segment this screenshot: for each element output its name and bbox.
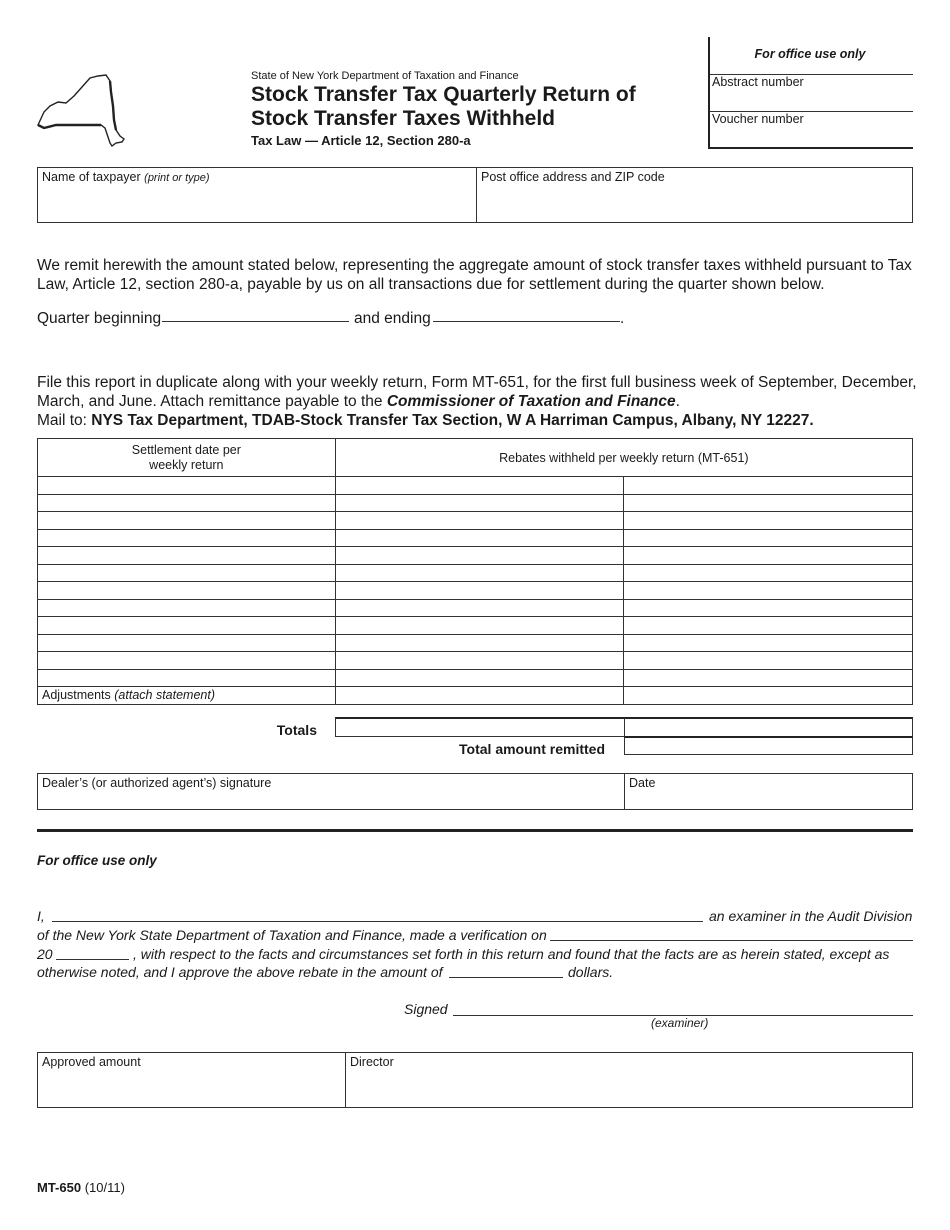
table-row[interactable] — [38, 494, 913, 512]
signed-label: Signed — [404, 1001, 448, 1017]
settlement-header-line1: Settlement date per — [131, 442, 241, 457]
office-use-section-heading: For office use only — [37, 853, 157, 868]
year-prefix: 20 — [37, 946, 53, 962]
director-field[interactable] — [345, 1052, 913, 1108]
rebates-header: Rebates withheld per weekly return (MT-651) — [335, 439, 912, 477]
totals-cell-2[interactable] — [624, 717, 913, 737]
dealer-signature-label: Dealer’s (or authorized agent’s) signature — [42, 776, 272, 790]
table-row[interactable] — [38, 547, 913, 565]
quarter-beginning-input[interactable] — [162, 321, 349, 322]
form-title-line2: Stock Transfer Taxes Withheld — [251, 107, 556, 130]
settlement-header-line2: weekly return — [149, 457, 224, 472]
adjustments-hint: (attach statement) — [114, 688, 216, 703]
totals-cell-1[interactable] — [335, 717, 625, 737]
form-id — [37, 1180, 125, 1195]
form-title — [251, 83, 636, 131]
office-box-bottom-border — [708, 147, 913, 149]
quarter-beginning-label: Quarter beginning — [37, 310, 162, 327]
form-title-line1: Stock Transfer Tax Quarterly Return of — [251, 83, 636, 106]
and-ending-label: and ending — [354, 310, 431, 327]
approved-amount-field[interactable] — [37, 1052, 346, 1108]
director-label: Director — [350, 1055, 394, 1069]
intro-paragraph: We remit herewith the amount stated below, representing the aggregate amount of stock transfer taxes withheld pursuant to Tax Law, Article 12, section 280-a, payable by us on all transactions due for settlement during the quarter shown below. — [37, 257, 912, 293]
form-number: MT-650 — [37, 1180, 82, 1195]
table-row[interactable] — [38, 564, 913, 582]
office-use-heading: For office use only — [754, 47, 866, 61]
taxpayer-name-hint: (print or type) — [144, 172, 210, 184]
payee-name: Commissioner of Taxation and Finance — [386, 393, 676, 410]
form-subtitle: Tax Law — Article 12, Section 280-a — [251, 133, 471, 148]
settlement-date-header — [38, 439, 336, 477]
table-row[interactable] — [38, 634, 913, 652]
dealer-signature-field[interactable] — [37, 773, 625, 810]
address-field[interactable] — [476, 167, 913, 223]
abstract-number-label: Abstract number — [712, 75, 804, 89]
table-row[interactable] — [38, 652, 913, 670]
table-header-row — [38, 439, 913, 477]
approve-text: otherwise noted, and I approve the above rebate in the amount of — [37, 964, 443, 980]
taxpayer-name-text: Name of taxpayer — [42, 170, 141, 184]
table-row[interactable] — [38, 599, 913, 617]
voucher-number-label: Voucher number — [712, 112, 804, 126]
table-row[interactable] — [38, 582, 913, 600]
table-row[interactable] — [38, 669, 913, 687]
agency-name: State of New York Department of Taxation and Finance — [251, 70, 519, 82]
table-row[interactable] — [38, 512, 913, 530]
examiner-text: an examiner in the Audit Division — [709, 908, 913, 924]
office-box-left-border — [708, 37, 710, 149]
approved-amount-label: Approved amount — [42, 1055, 141, 1069]
mail-to-line — [37, 411, 917, 430]
adjustments-cell[interactable] — [335, 687, 624, 705]
mail-to-prefix: Mail to: — [37, 412, 92, 429]
new-york-state-outline-icon — [36, 72, 130, 150]
total-remitted-field[interactable] — [624, 736, 913, 755]
mail-address: NYS Tax Department, TDAB-Stock Transfer Tax Section, W A Harriman Campus, Albany, NY 12227. — [91, 412, 814, 429]
adjustments-label — [38, 687, 336, 705]
instructions-period: . — [675, 393, 680, 410]
address-label: Post office address and ZIP code — [481, 170, 665, 184]
adjustments-row[interactable] — [38, 687, 913, 705]
year-input[interactable] — [56, 959, 129, 960]
filing-instructions-text: File this report in duplicate along with your weekly return, Form MT-651, for the first full business week of September, December, March, and June. Attach remittance payable to the — [37, 374, 917, 410]
verification-text: of the New York State Department of Taxation and Finance, made a verification on — [37, 927, 547, 943]
filing-instructions — [37, 373, 917, 411]
table-row[interactable] — [38, 529, 913, 547]
form-revision: (10/11) — [84, 1180, 125, 1195]
totals-label: Totals — [276, 722, 317, 738]
i-label: I, — [37, 908, 45, 924]
taxpayer-name-label — [42, 170, 210, 184]
quarter-period: . — [620, 310, 625, 327]
taxpayer-name-field[interactable] — [37, 167, 477, 223]
facts-text: , with respect to the facts and circumstances set forth in this return and found that the facts are as herein stated, except as — [133, 946, 890, 962]
adjustments-text: Adjustments — [42, 688, 111, 703]
rebate-amount-input[interactable] — [449, 977, 563, 978]
quarter-ending-input[interactable] — [433, 321, 620, 322]
adjustments-cell[interactable] — [624, 687, 913, 705]
section-divider — [37, 829, 913, 832]
table-row[interactable] — [38, 617, 913, 635]
verification-date-input[interactable] — [550, 940, 913, 941]
examiner-name-input[interactable] — [52, 921, 703, 922]
table-row[interactable] — [38, 477, 913, 495]
signature-date-label: Date — [629, 776, 656, 790]
total-remitted-label: Total amount remitted — [459, 741, 605, 757]
examiner-caption: (examiner) — [651, 1016, 709, 1030]
rebates-table — [37, 438, 913, 705]
dollars-text: dollars. — [568, 964, 614, 980]
signature-date-field[interactable] — [624, 773, 913, 810]
